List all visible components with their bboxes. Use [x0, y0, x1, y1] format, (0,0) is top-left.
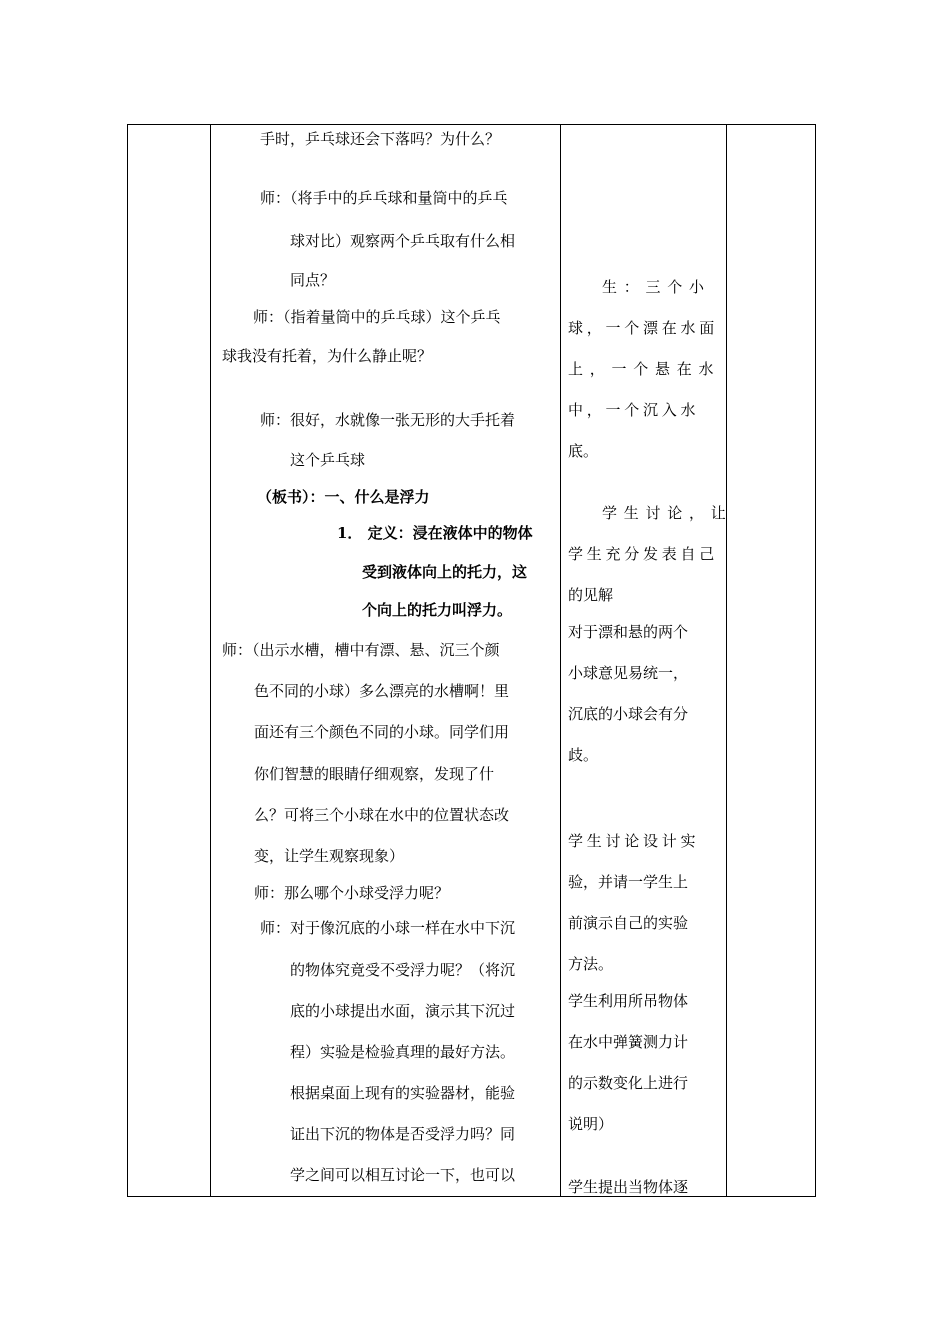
student-line: 的见解	[568, 586, 614, 604]
teacher-line: 球我没有托着，为什么静止呢？	[222, 347, 433, 365]
teacher-line: 程）实验是检验真理的最好方法。	[290, 1043, 516, 1061]
teacher-line: 你们智慧的眼睛仔细观察，发现了什	[254, 765, 495, 783]
definition-line: 受到液体向上的托力，这	[362, 563, 528, 581]
student-line: 沉底的小球会有分	[568, 705, 689, 723]
student-line: 前演示自己的实验	[568, 914, 689, 932]
student-line: 学生提出当物体逐	[568, 1178, 689, 1196]
teacher-line: 这个乒乓球	[290, 451, 366, 469]
teacher-line: 学之间可以相互讨论一下，也可以	[290, 1166, 516, 1184]
student-line: 歧。	[568, 746, 599, 764]
teacher-line: 师：（将手中的乒乓球和量筒中的乒乓	[260, 189, 508, 207]
teacher-line: 师：那么哪个小球受浮力呢？	[254, 884, 450, 902]
column-divider-1	[210, 125, 211, 1196]
teacher-line: 师：很好，水就像一张无形的大手托着	[260, 411, 516, 429]
student-line: 小球意见易统一，	[568, 664, 689, 682]
board-heading: （板书）：一、什么是浮力	[257, 488, 430, 506]
teacher-line: 证出下沉的物体是否受浮力吗？同	[290, 1125, 516, 1143]
teacher-line: 变，让学生观察现象）	[254, 847, 405, 865]
student-line: 底。	[568, 442, 599, 460]
student-line: 学生充分发表自己	[568, 545, 719, 563]
teacher-line: 手时，乒乓球还会下落吗？为什么？	[260, 130, 501, 148]
column-divider-3	[726, 125, 727, 1196]
student-line: 验，并请一学生上	[568, 873, 689, 891]
student-line: 对于漂和悬的两个	[568, 623, 689, 641]
student-line: 的示数变化上进行	[568, 1074, 689, 1092]
student-line: 生：三个小	[602, 278, 711, 296]
student-line: 在水中弹簧测力计	[568, 1033, 689, 1051]
student-line: 学生利用所吊物体	[568, 992, 689, 1010]
teacher-line: 球对比）观察两个乒乓取有什么相	[290, 232, 516, 250]
definition-line: 1． 定义：浸在液体中的物体	[337, 524, 533, 542]
student-line: 中，一个沉入水	[568, 401, 700, 419]
teacher-line: 根据桌面上现有的实验器材，能验	[290, 1084, 516, 1102]
teacher-line: 师：对于像沉底的小球一样在水中下沉	[260, 919, 516, 937]
teacher-line: 的物体究竟受不受浮力呢？（将沉	[290, 961, 516, 979]
teacher-line: 师：（出示水槽，槽中有漂、悬、沉三个颜	[222, 641, 500, 659]
student-line: 说明）	[568, 1115, 614, 1133]
definition-line: 个向上的托力叫浮力。	[362, 601, 513, 619]
student-line: 球，一个漂在水面	[568, 319, 719, 337]
teacher-line: 色不同的小球）多么漂亮的水槽啊！里	[254, 682, 510, 700]
teacher-line: 同点？	[290, 271, 336, 289]
lesson-table	[127, 124, 816, 1197]
student-line: 方法。	[568, 955, 614, 973]
student-line: 学生讨论设计实	[568, 832, 700, 850]
student-line: 学生讨论，让	[602, 504, 733, 522]
teacher-line: 面还有三个颜色不同的小球。同学们用	[254, 723, 510, 741]
column-divider-2	[560, 125, 561, 1196]
teacher-line: 底的小球提出水面，演示其下沉过	[290, 1002, 516, 1020]
student-line: 上，一个悬在水	[568, 360, 721, 378]
teacher-line: 师：（指着量筒中的乒乓球）这个乒乓	[253, 308, 501, 326]
teacher-line: 么？可将三个小球在水中的位置状态改	[254, 806, 510, 824]
